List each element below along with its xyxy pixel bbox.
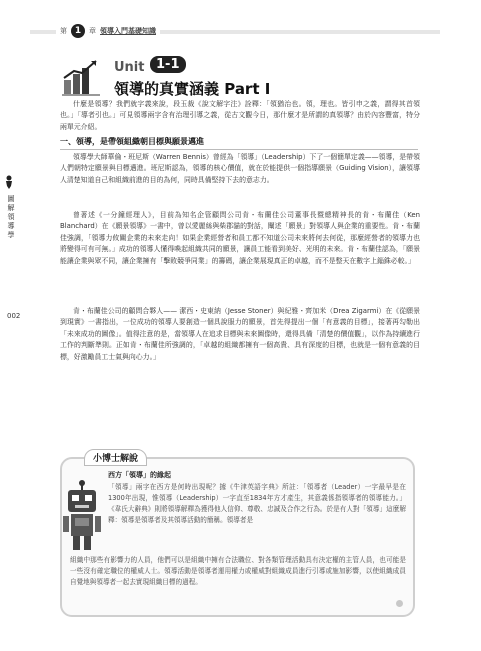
chapter-number-badge: 1: [71, 24, 85, 38]
bar-chart-icon: [62, 58, 102, 96]
side-char: 導: [7, 222, 15, 230]
side-running-title: [4, 175, 18, 240]
sidebar-box-text-continued: 組織中那些有影響力的人員，他們可以是組織中擁有合法職位、對各類管理活動具有決定權的主管人員，也可能是一些沒有確定職位的權威人士。領導活動是領導者運用權力或權威對組織成員進行引導或施加影響，以使組織成員自覺地與領導者一起去實現組織目標的過程。: [70, 556, 406, 586]
intro-paragraph: 什麼是領導？我們就字義來說，段玉裁《說文解字注》詮釋：「領猶治也。領，理也。皆引申之義，謂得其首領也。」「導者引也。」可見領導兩字含有治理引導之義，從古文觀今日，那什麼才是所謂的真領導？由於內容豐富，特分兩單元介紹。: [60, 100, 420, 131]
unit-number-badge: 1-1: [150, 56, 186, 73]
chapter-title: 領導入門基礎知識: [100, 27, 156, 35]
unit-heading: [62, 50, 392, 96]
side-char: 領: [7, 213, 15, 221]
page-title: 領導的真實涵義 Part Ⅰ: [114, 80, 271, 98]
sidebar-box-tab: 小博士解說: [84, 449, 147, 466]
sidebar-box-heading: 西方「領導」的緣起: [108, 471, 171, 479]
chapter-suffix: 章: [89, 27, 96, 35]
unit-label: Unit: [114, 60, 145, 75]
side-char: 解: [7, 204, 15, 212]
side-char: 學: [7, 231, 15, 239]
side-char: 圖: [7, 195, 15, 203]
chapter-header: [56, 24, 160, 38]
decorative-dot: [396, 600, 403, 607]
section-heading: 一、領導，是帶領組織朝目標與願景邁進: [60, 136, 418, 150]
robot-mascot-icon: [62, 480, 102, 552]
page-number: 002: [7, 312, 21, 320]
body-paragraph-1: 領導學大師華倫・班尼斯（Warren Bennis）曾經為「領導」（Leadership）下了一個簡單定義——領導，是帶領人們朝特定願景與目標邁進。班尼斯認為，領導的核心價值，就在於能提供一個指導願景（Guiding Vision），讓領導人清楚知道自己和組織前進的目的為何，同時具備堅持下去的意志力。: [60, 153, 420, 184]
sidebar-box-text: 「領導」兩字在西方是何時出現呢？據《牛津英語字典》所註：「領導者（Leader）一字最早是在1300年出現，惟領導（Leadership）一字直至1834年方才產生，其意義係指領導者的領導能力。」《韋氏大辭典》則將領導解釋為獲得他人信仰、尊敬、忠誠及合作之行為。於是有人對「領導」這麼解釋：領導是領導者及其領導活動的簡稱。領導者是: [108, 483, 406, 524]
body-paragraph-3: 肯・布蘭佳公司的顧問合夥人—— 潔西・史東納（Jesse Stoner）與紀雅・齊加米（Drea Zigarmi）在《從願景到現實》一書指出，一位成功的領導人要創造一個具說服力的願景，首先得提出一個「有意義的目標」，接著再勾勒出「未來成功的圖像」。值得注意的是，當領導人在追求目標與未來圖像時，還得具備「清楚的價值觀」，以作為持續進行工作的判斷準則。正如肯・布蘭佳所強調的，「卓越的組織都擁有一個高貴、具有深度的目標，也就是一個有意義的目標，好激勵員工士氣與向心力。」: [60, 307, 420, 361]
sidebar-box: [60, 457, 415, 617]
person-icon: [4, 175, 14, 189]
body-paragraph-2: 曾著述《一分鐘經理人》，目前為知名企管顧問公司肯・布蘭佳公司董事長暨總精神長的肯・布蘭佳（Ken Blanchard）在《願景領導》一書中，曾以愛麗絲與柴郡貓的對話，闡述「願景」對領導人與企業的重要性。肯・布蘭佳強調，「領導力攸關企業的未來走向！如果企業經營者和員工都不知道公司未來將何去何從，那麼經營者的領導力也將變得可有可無。」成功的領導人懂得喚起組織共同的願景，讓員工能看到美好、光明的未來。肯・布蘭佳認為，「願景能讓企業與眾不同，讓企業擁有「擊敗競爭同業」的籌碼，讓企業展現真正的卓越，而不是整天在數字上錙銖必較。」: [60, 211, 420, 265]
chapter-prefix: 第: [60, 27, 67, 35]
